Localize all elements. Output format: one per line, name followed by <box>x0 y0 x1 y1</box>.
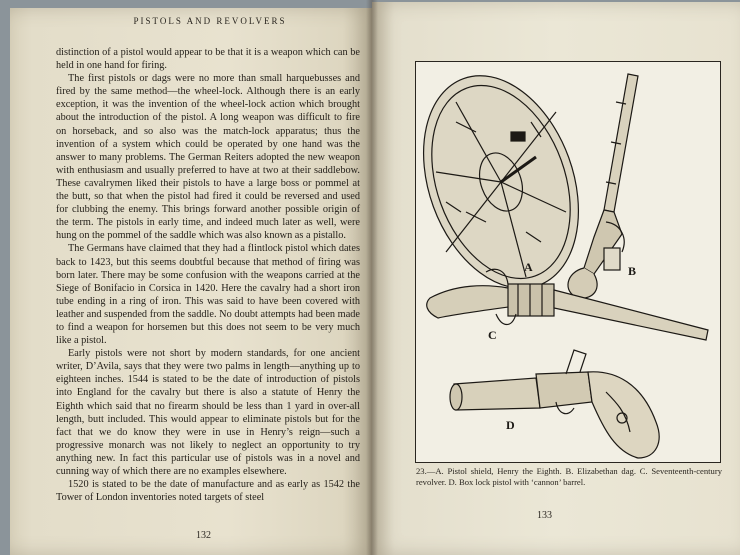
figure-caption: 23.—A. Pistol shield, Henry the Eighth. B. Elizabethan dag. C. Seventeenth-century revolver. D. Box lock pistol with ‘cannon’ barrel. <box>416 466 722 487</box>
page-number-right: 133 <box>537 510 552 521</box>
figure-label-b: B <box>628 264 637 278</box>
figure-label-c: C <box>488 328 497 342</box>
weapons-engraving <box>416 62 720 462</box>
figure-label-a: A <box>524 260 533 274</box>
page-number-left: 132 <box>196 530 211 541</box>
paragraph-5: 1520 is stated to be the date of manufacture and as early as 1542 the Tower of London inventories noted targets of steel <box>56 479 360 504</box>
illustration-plate <box>415 61 721 463</box>
book-gutter <box>366 0 378 555</box>
body-text <box>56 46 360 504</box>
running-head: PISTOLS AND REVOLVERS <box>133 16 287 26</box>
paragraph-4: Early pistols were not short by modern standards, for one ancient writer, D’Avila, says that they were two palms in length—anything up to eighteen inches. 1544 is stated to be the date of introduction of pistols into England for the cavalry but there is also a statute of Henry the Eighth which said that no firearm should be less than 1 yard in over-all length, butt included. This would appear to eliminate pistols but for the fact that we do know they were in use in Henry’s reign—such a progressive monarch was not likely to neglect an opportunity to try anything new. In fact this particular use of pistols was in a novel and cunning way of which there are no examples elsewhere. <box>56 348 360 477</box>
paragraph-1: distinction of a pistol would appear to be that it is a weapon which can be held in one hand for firing. <box>56 47 360 72</box>
figure-label-d: D <box>506 418 515 432</box>
paragraph-3: The Germans have claimed that they had a flintlock pistol which dates back to 1423, but this seems doubtful because that method of firing was born later. There may be some confusion with the weapons carried at the Siege of Bonifacio in Corsica in 1420. Here the cavalry had a short iron tube ending in a ring of iron. This was said to have been covered with leather and suspended from the saddle. No doubt attempts had been made to find a weapon for horsemen but this does not seem to be very much like a pistol. <box>56 243 360 347</box>
paragraph-2: The first pistols or dags were no more than small harquebusses and fired by the same method—the wheel-lock. Although there is an early exception, it was the invention of the wheel-lock action which brought about the introduction of the pistol. A long weapon was difficult to fire on horseback, and so also was the match-lock apparatus; thus the invention of a system which could be operated by one hand was the answer to many problems. The German Reiters adopted the new weapon with enthusiasm and usually preferred to have at two at their saddlebow. These cavalrymen liked their pistols to have a large boss or pommel at the butt, so that when the pistol had fired it could be reversed and used for clubbing the enemy. This brings forward another possible origin of the term. The pistols in early time, and indeed much later as well, were hung on the pommel of the saddle which was also known as a pistallo. <box>56 73 360 242</box>
box-lock-pistol-drawing <box>450 350 659 458</box>
revolver-drawing <box>427 269 708 340</box>
